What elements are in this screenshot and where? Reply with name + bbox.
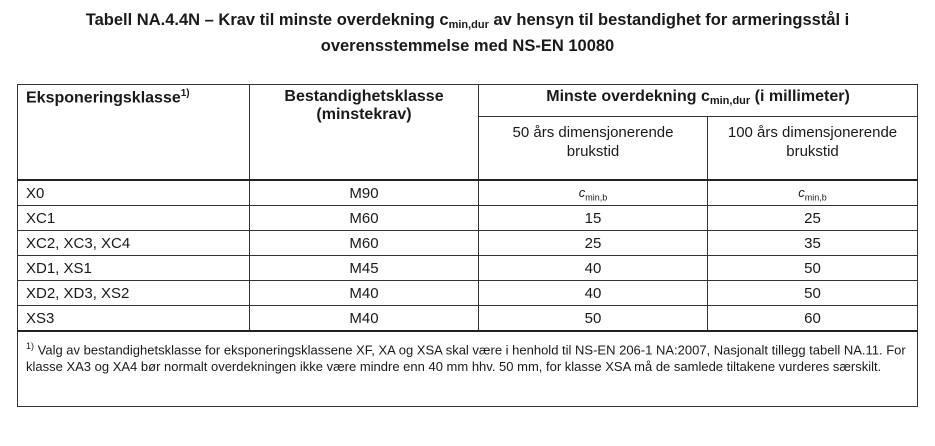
cell-100: 50: [708, 256, 918, 281]
cell-50: 40: [479, 281, 708, 306]
cell-50: 15: [479, 206, 708, 231]
cmin-100-symbol: c: [798, 184, 805, 200]
title-text-a: Tabell NA.4.4N – Krav til minste overdekning c: [85, 11, 449, 29]
cell-50: 40: [479, 256, 708, 281]
cmin-100: [798, 184, 827, 203]
cmin-50-subscript: min,b: [585, 192, 608, 203]
header-min-cover-text-a: Minste overdekning c: [546, 88, 710, 105]
title-line-2: overensstemmelse med NS-EN 10080: [320, 37, 615, 55]
cell-100: 35: [708, 231, 918, 256]
table-row: [18, 206, 918, 231]
cell-exposure: XC1: [18, 206, 250, 231]
cell-exposure: X0: [18, 180, 250, 206]
table-row: [18, 256, 918, 281]
footnote-text: Valg av bestandighetsklasse for eksponeringsklassene XF, XA og XSA skal være i henhold til NS-EN 206-1 NA:2007, Nasjonalt tillegg tabell NA.11. For klasse XA3 og XA4 bør normalt overdekningen ikke være mindre enn 40 mm hhv. 50 mm, for klasse XSA må de samlede tiltakene vurderes særskilt.: [26, 342, 906, 375]
title-text-b: av hensyn til bestandighet for armeringsstål i: [488, 11, 850, 29]
cell-class: M40: [250, 281, 479, 306]
table-row: [18, 231, 918, 256]
subheader-50-years: 50 års dimensjonerende brukstid: [479, 117, 708, 181]
header-row: [18, 85, 918, 117]
footnote-mark: 1): [26, 341, 35, 351]
cell-class: M45: [250, 256, 479, 281]
header-exposure-class: [18, 85, 250, 181]
header-min-cover-text-b: (i millimeter): [750, 88, 850, 105]
title-line-1: [0, 10, 935, 36]
footnote-row: [18, 331, 918, 407]
table-row: [18, 180, 918, 206]
cell-exposure: XS3: [18, 306, 250, 332]
cell-100: 25: [708, 206, 918, 231]
cmin-100-subscript: min,b: [804, 192, 827, 203]
table-title: [0, 10, 935, 57]
cover-requirements-table: [17, 84, 918, 407]
cell-class: M60: [250, 206, 479, 231]
cell-exposure: XD1, XS1: [18, 256, 250, 281]
cmin-50: [578, 184, 608, 203]
cell-50: 50: [479, 306, 708, 332]
cell-exposure: XC2, XC3, XC4: [18, 231, 250, 256]
footnote-ref: 1): [180, 88, 190, 99]
cmin-50-symbol: c: [578, 184, 586, 200]
cell-100: 60: [708, 306, 918, 332]
table-row: [18, 281, 918, 306]
cell-exposure: XD2, XD3, XS2: [18, 281, 250, 306]
header-exposure-label: Eksponeringsklasse: [26, 89, 181, 107]
footnote: [18, 331, 918, 407]
cell-50: [479, 180, 708, 206]
table-row: [18, 306, 918, 332]
cell-class: M90: [250, 180, 479, 206]
cell-class: M60: [250, 231, 479, 256]
title-subscript: min,dur: [448, 19, 489, 31]
cell-100: [708, 180, 918, 206]
header-min-cover-subscript: min,dur: [709, 95, 751, 107]
cell-100: 50: [708, 281, 918, 306]
header-durability-class: Bestandighetsklasse (minstekrav): [250, 85, 479, 181]
header-min-cover: [479, 85, 918, 117]
cell-class: M40: [250, 306, 479, 332]
subheader-100-years: 100 års dimensjonerende brukstid: [708, 117, 918, 181]
cell-50: 25: [479, 231, 708, 256]
